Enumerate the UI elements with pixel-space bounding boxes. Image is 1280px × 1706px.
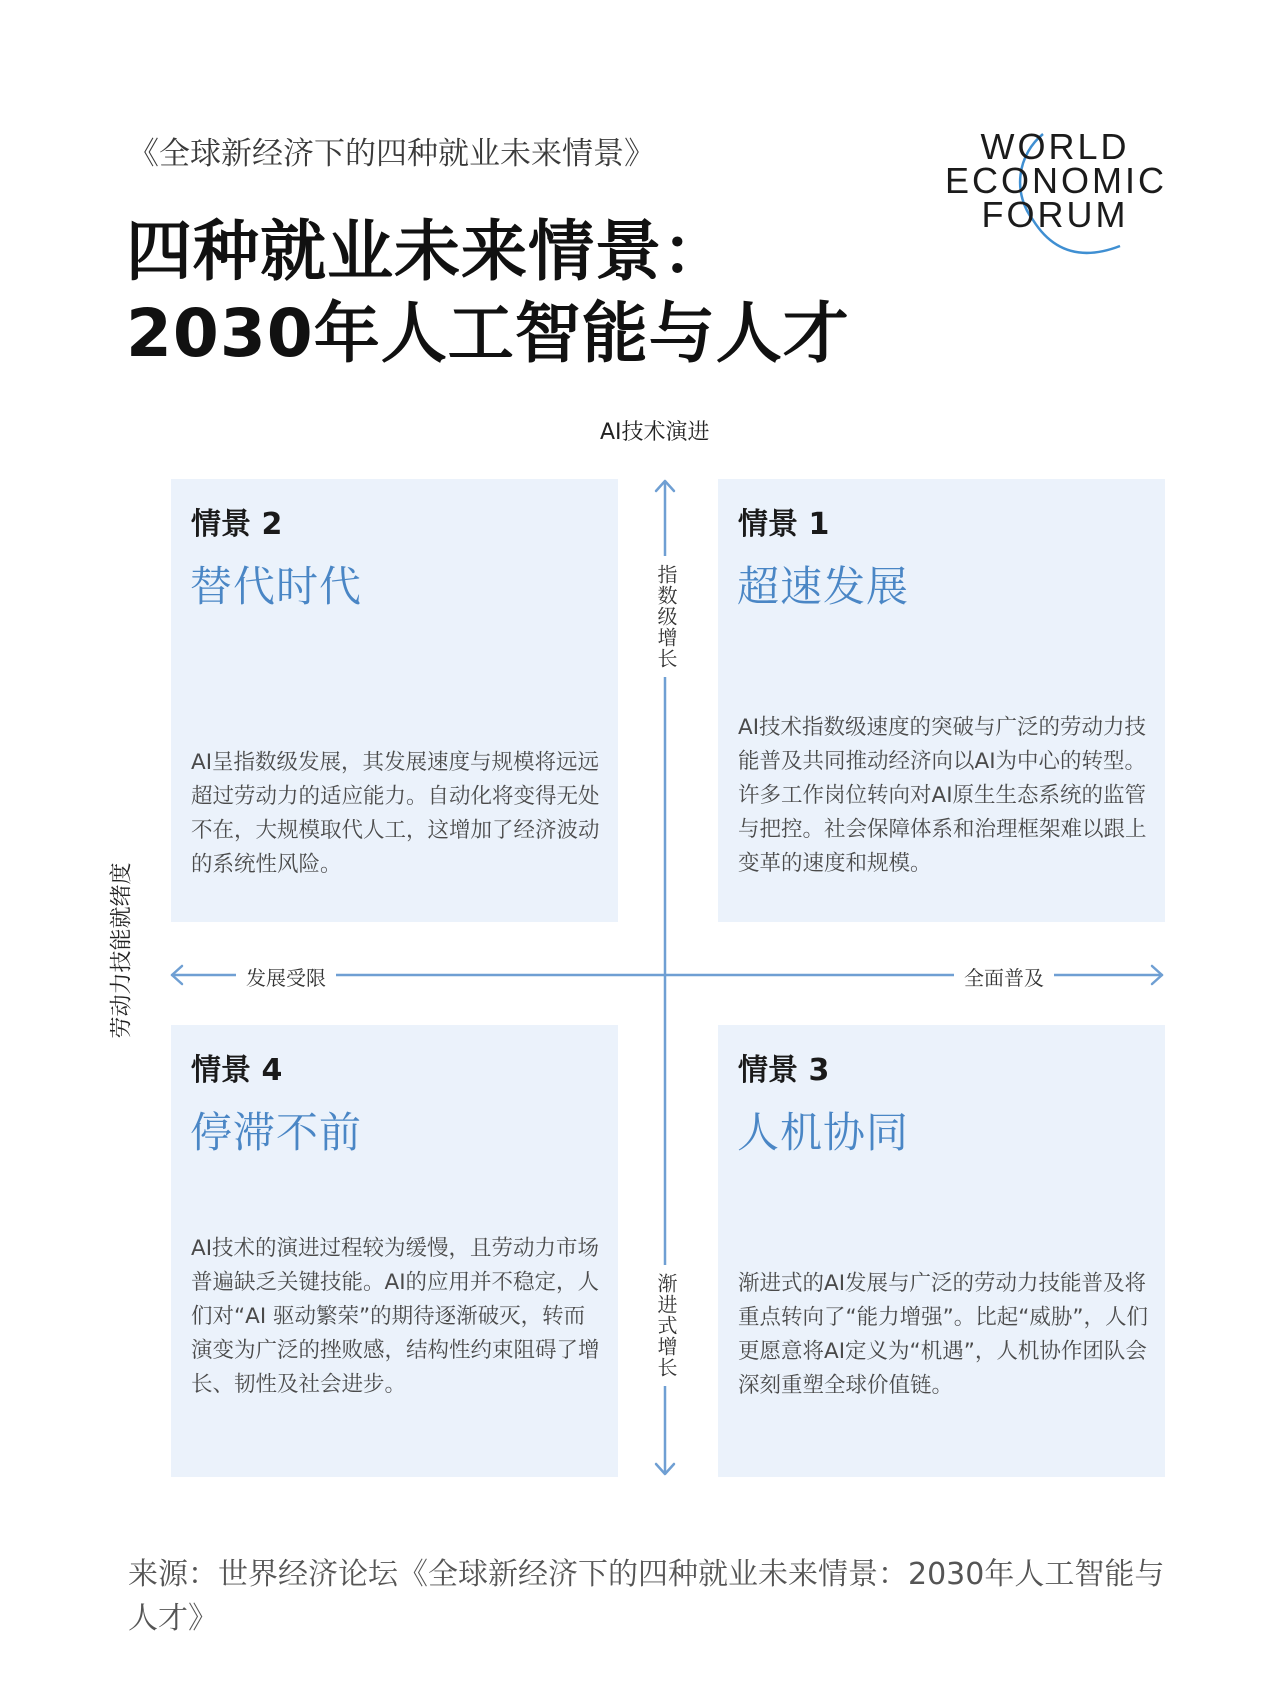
wef-logo-line-1: WORLD xyxy=(980,126,1130,167)
report-subtitle: 《全球新经济下的四种就业未来情景》 xyxy=(128,136,655,172)
scenario-4-name: 停滞不前 xyxy=(190,1108,363,1157)
page-title-line-2: 2030年人工智能与人才 xyxy=(126,295,850,372)
scenario-3-number: 情景 3 xyxy=(738,1053,830,1088)
scenario-4-number: 情景 4 xyxy=(191,1053,283,1088)
scenario-2-name: 替代时代 xyxy=(190,562,363,611)
scenario-2-number: 情景 2 xyxy=(191,507,283,542)
scenario-3-description: 渐进式的AI发展与广泛的劳动力技能普及将重点转向了“能力增强”。比起“威胁”，人们更愿意将AI定义为“机遇”，人机协作团队会深刻重塑全球价值链。 xyxy=(738,1271,1149,1398)
source-note: 来源：世界经济论坛《全球新经济下的四种就业未来情景：2030年人工智能与人才》 xyxy=(128,1557,1165,1636)
scenario-2-description: AI呈指数级发展，其发展速度与规模将远远超过劳动力的适应能力。自动化将变得无处不在，大规模取代人工，这增加了经济波动的系统性风险。 xyxy=(191,750,600,877)
y-axis-title: AI技术演进 xyxy=(600,420,710,445)
page-title-line-1: 四种就业未来情景： xyxy=(126,213,729,290)
scenario-1-description: AI技术指数级速度的突破与广泛的劳动力技能普及共同推动经济向以AI为中心的转型。许多工作岗位转向对AI原生生态系统的监管与把控。社会保障体系和治理框架难以跟上变革的速度和规模。 xyxy=(738,715,1147,876)
scenario-1-name: 超速发展 xyxy=(737,562,910,611)
y-axis-negative-label: 渐进式增长 xyxy=(652,1265,681,1386)
scenario-4-description: AI技术的演进过程较为缓慢，且劳动力市场普遍缺乏关键技能。AI的应用并不稳定，人们对“AI 驱动繁荣”的期待逐渐破灭，转而演变为广泛的挫败感，结构性约束阻碍了增长、韧性及社会进步。 xyxy=(191,1236,600,1397)
y-axis-positive-label: 指数级增长 xyxy=(652,556,681,677)
x-axis-negative-label: 发展受限 xyxy=(236,962,336,991)
scenario-3-name: 人机协同 xyxy=(737,1108,910,1157)
scenario-1-number: 情景 1 xyxy=(738,507,830,542)
wef-logo-line-2: ECONOMIC xyxy=(945,160,1167,201)
wef-logo-line-3: FORUM xyxy=(981,194,1129,235)
x-axis-title: 劳动力技能就绪度 xyxy=(109,862,135,1039)
x-axis-positive-label: 全面普及 xyxy=(954,962,1054,991)
